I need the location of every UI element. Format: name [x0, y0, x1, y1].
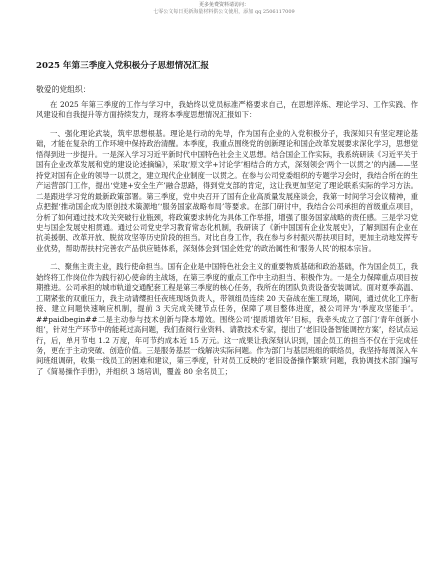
greeting: 敬爱的党组织： [36, 85, 91, 94]
paragraph-section-1: 一、强化理论武装，筑牢思想根基。理论是行动的先导，作为国有企业的入党积极分子，我深知只有坚定理论基础，才能在复杂的工作环境中保持政治清醒。本季度，我重点围绕党的创新理论和国企改革发展要求深化学习，思想觉悟得到进一步提升。一是深入学习习近平新时代中国特色社会主义思想。结合国企工作实际，我系统研读《习近平关于国有企业改革发展和党的建设论述摘编》，采取‘原文学+讨论学’相结合的方式，深刻领会‘两个一以贯之’的内涵——坚持党对国有企业的领导一以贯之，建立现代企业制度一以贯之。在参与公司党委组织的专题学习会时，我结合所在的生产运营部门工作，提出‘党建+安全生产’融合思路，得到党支部的肯定，这让我更加坚定了理论联系实际的学习方法。二是跟进学习党的最新政策部署。第三季度，党中央召开了国有企业高质量发展座谈会，我第一时间学习会议精神，重点把握‘推动国企成为原创技术策源地’‘服务国家战略布局’等要求。在部门研讨中，我结合公司承担的首级重点项目，分析了如何通过技术攻关突破行业瓶颈，将政策要求转化为具体工作举措，增强了服务国家战略的责任感。三是学习党史与国企发展史相贯通。通过公司党史学习教育常态化机制，我研读了《新中国国有企业发展史》，了解到国有企业在抗美援朝、改革开放、脱贫攻坚等历史阶段的担当。对比自身工作，我在参与乡村振兴帮扶项目时，更加主动地发挥专业优势，帮助帮扶村完善农产品供应链体系，深刻体会到‘国企姓党’的政治属性和‘服务人民’的根本宗旨。 [36, 128, 418, 253]
paragraph-intro: 在 2025 年第三季度的工作与学习中，我始终以党员标准严格要求自己，在思想淬炼、理论学习、工作实践、作风建设和自我提升等方面持续发力，现将本季度思想情况汇报如下： [36, 100, 418, 120]
header-line-1: 更多免费资料请访问： [198, 2, 249, 8]
document-title: 2025 年第三季度入党积极分子思想情况汇报 [36, 61, 210, 71]
header-line-2: 七零公文每日更新海量材料供公文使用，添加 qq 2506117009 [153, 9, 295, 15]
paragraph-section-2: 二、聚焦主责主业，践行使命担当。国有企业是中国特色社会主义的重要物质基础和政治基础，作为国企员工，我始终将工作岗位作为践行初心使命的主战场，在第三季度的重点工作中主动担当、积极作为。一是全力保障重点项目按期推进。公司承担的城市轨道交通配套工程是第三季度的核心任务，我所在的团队负责设备安装调试。面对夏季高温、工期紧张的双重压力，我主动请缨担任夜班现场负责人，带领组员连续 20 天奋战在施工现场，期间，通过优化工序衔接、建立问题快速响应机制，提前 3 天完成关键节点任务，保障了项目整体进度，被公司评为‘季度攻坚能手’。##paidbegin##二是主动参与技术创新与降本增效。围绕公司‘提质增效年’目标，我牵头成立了部门‘青年创新小组’，针对生产环节中的能耗过高问题，我们查阅行业资料、请教技术专家，提出了‘老旧设备智能调控方案’，经试点运行，后，单月节电 1.2 万度，年可节约成本近 15 万元。这一成果让我深刻认识到，国企员工的担当不仅在于完成任务，更在于主动突破、创造价值。三是服务基层一线解决实际问题。作为部门与基层班组的联络员，我坚持每周深入车间班组调研，收集一线员工的困难和建议，第三季度，针对员工反映的‘老旧设备操作繁琐’问题，我协调技术部门编写了《简易操作手册》，并组织 3 场培训，覆盖 80 余名员工； [36, 262, 418, 376]
document-header [0, 0, 448, 30]
document-body [36, 100, 418, 385]
